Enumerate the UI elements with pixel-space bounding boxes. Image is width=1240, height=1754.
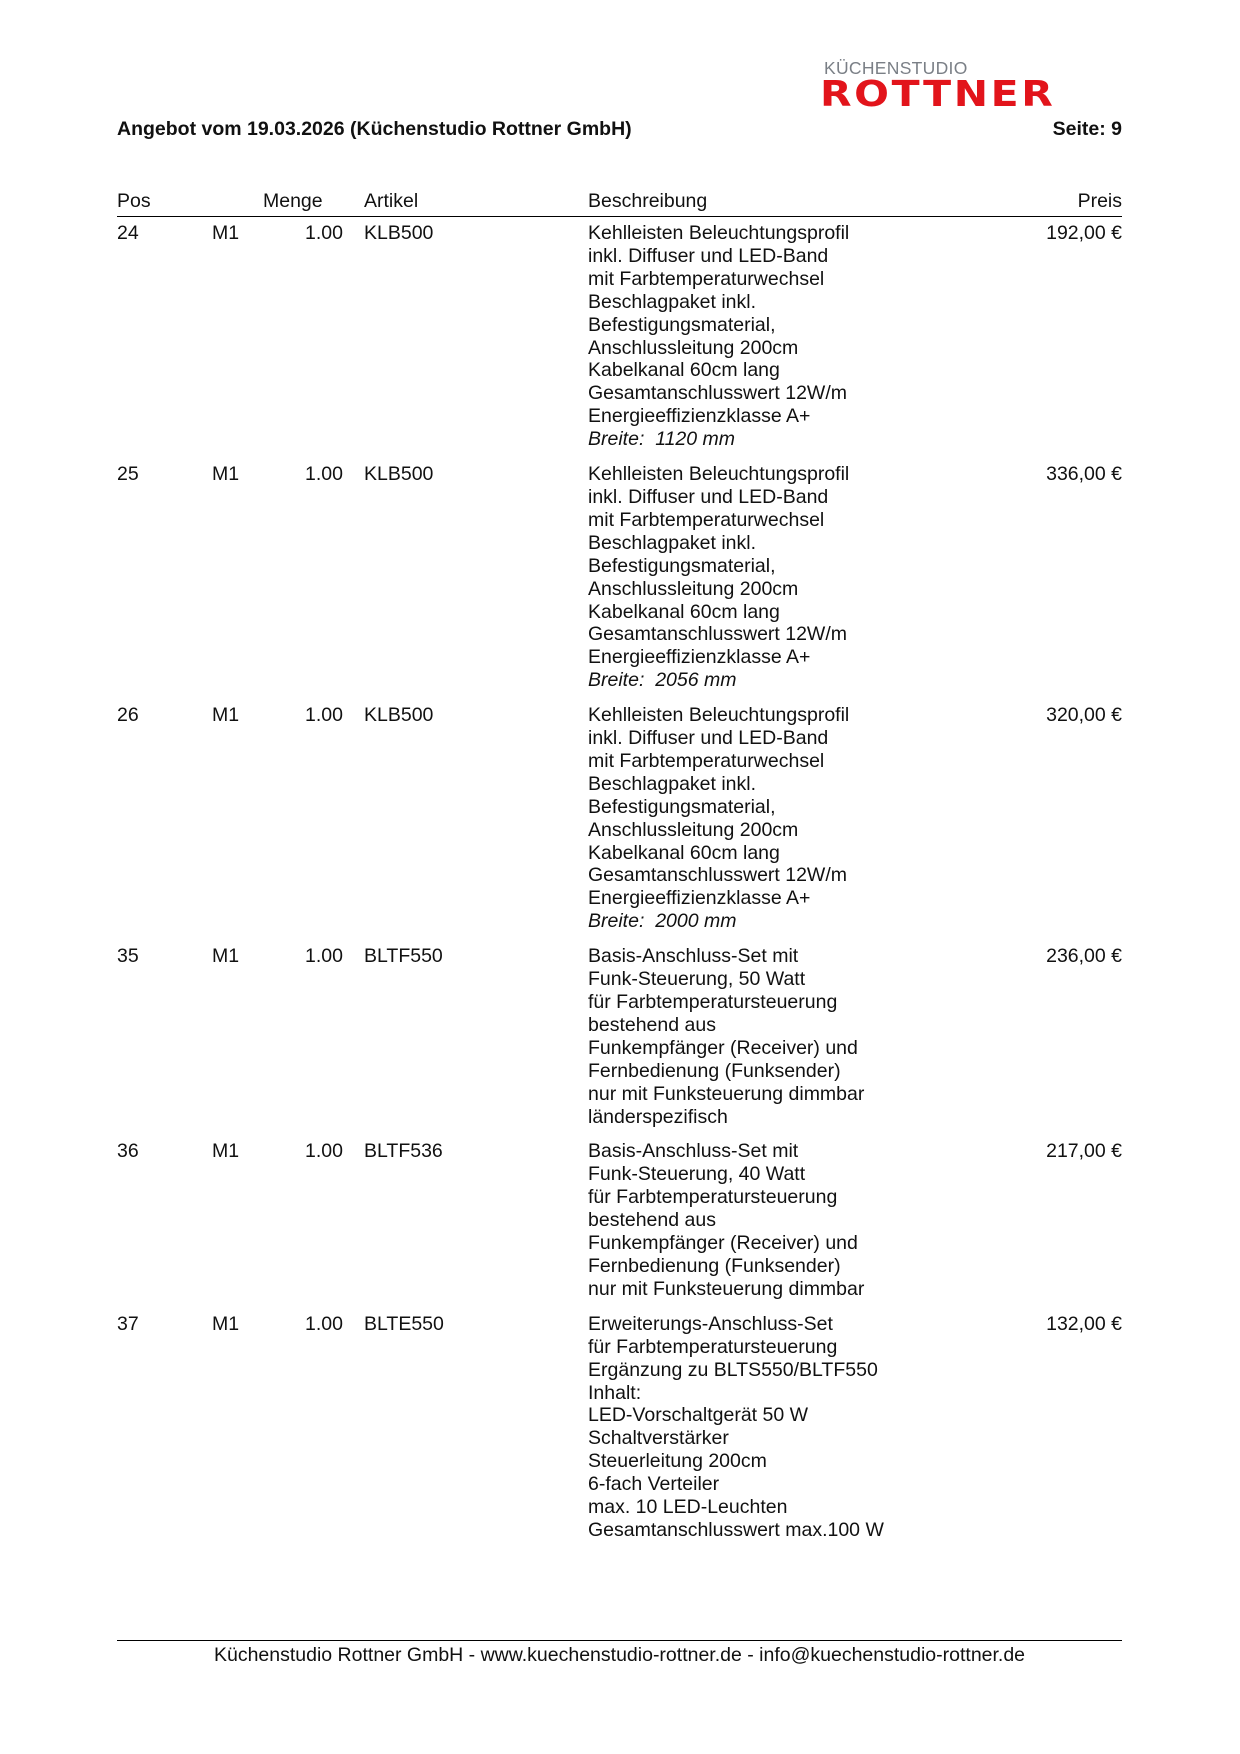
description-line: Funkempfänger (Receiver) und [588,1036,858,1059]
description-line: Basis-Anschluss-Set mit [588,1140,799,1163]
description-line: mit Farbtemperaturwechsel [588,749,825,772]
description-line: max. 10 LED-Leuchten [588,1496,788,1519]
row-description [588,222,1122,451]
description-line: Gesamtanschlusswert 12W/m [588,623,847,646]
description-line: nur mit Funksteuerung dimmbar [588,1277,865,1300]
row-quantity: 1.00 [305,945,343,968]
row-unit: M1 [212,222,240,244]
page-number: Seite: 9 [1052,118,1122,140]
description-line: Erweiterungs-Anschluss-Set [588,1312,833,1335]
description-line: LED-Vorschaltgerät 50 W [588,1404,809,1427]
description-line: bestehend aus [588,1013,716,1036]
description-line: inkl. Diffuser und LED-Band [588,485,829,508]
row-unit: M1 [212,945,240,968]
description-line: Befestigungsmaterial, [588,554,776,577]
description-line: Befestigungsmaterial, [588,313,776,336]
table-row [117,945,1122,1140]
row-pos: 24 [117,222,139,244]
column-preis: Preis [1077,190,1122,212]
footer-text: Küchenstudio Rottner GmbH - www.kuechenstudio-rottner.de - info@kuechenstudio-rottner.de [213,1644,1026,1666]
column-pos: Pos [117,190,151,212]
logo-wordmark: ROTTNER [820,73,1056,115]
row-description [588,1140,1122,1300]
row-article: BLTF536 [364,1140,443,1163]
column-artikel: Artikel [364,190,419,212]
row-pos: 35 [117,945,139,968]
row-unit: M1 [212,463,240,486]
description-line: Fernbedienung (Funksender) [588,1254,841,1277]
table-body [117,222,1122,1554]
description-line: Kabelkanal 60cm lang [588,600,780,623]
row-article: BLTE550 [364,1312,444,1335]
row-article: BLTF550 [364,945,443,968]
description-line: Energieeffizienzklasse A+ [588,887,811,910]
description-line: 6-fach Verteiler [588,1473,720,1496]
row-quantity: 1.00 [305,1140,343,1163]
row-price: 217,00 € [1046,1140,1122,1163]
description-line: Beschlagpaket inkl. [588,772,757,795]
row-pos: 25 [117,463,139,486]
description-line: Kehlleisten Beleuchtungsprofil [588,704,850,727]
row-description [588,463,1122,692]
description-width: Breite: 2056 mm [588,669,737,692]
description-line: für Farbtemperatursteuerung [588,991,838,1013]
description-line: Energieeffizienzklasse A+ [588,405,811,428]
description-line: mit Farbtemperaturwechsel [588,267,825,290]
row-quantity: 1.00 [305,704,343,727]
row-description [588,1313,1122,1542]
table-row [117,704,1122,945]
row-price: 336,00 € [1046,463,1122,486]
description-line: Funk-Steuerung, 40 Watt [588,1163,806,1186]
description-line: länderspezifisch [588,1105,728,1128]
row-article: KLB500 [364,463,434,486]
description-line: Beschlagpaket inkl. [588,290,757,313]
description-line: Basis-Anschluss-Set mit [588,945,799,968]
table-row [117,1313,1122,1554]
description-line: Funk-Steuerung, 50 Watt [588,968,806,991]
description-line: Kabelkanal 60cm lang [588,359,780,382]
description-line: Kehlleisten Beleuchtungsprofil [588,463,850,486]
description-line: Befestigungsmaterial, [588,795,776,818]
description-line: Inhalt: [588,1381,642,1404]
row-unit: M1 [212,1312,240,1335]
description-line: Anschlussleitung 200cm [588,818,799,841]
description-line: Energieeffizienzklasse A+ [588,646,811,669]
table-row [117,463,1122,704]
description-line: Steuerleitung 200cm [588,1450,767,1473]
footer-divider [117,1640,1122,1641]
description-line: Beschlagpaket inkl. [588,531,757,554]
description-line: nur mit Funksteuerung dimmbar [588,1082,865,1105]
row-pos: 36 [117,1140,139,1163]
document-title: Angebot vom 19.03.2026 (Küchenstudio Rottner GmbH) [117,118,632,140]
logo-subtitle: KÜCHENSTUDIO [824,58,968,78]
row-article: KLB500 [364,704,434,727]
description-line: Funkempfänger (Receiver) und [588,1232,858,1255]
table-header [117,188,1122,217]
description-line: Fernbedienung (Funksender) [588,1059,841,1082]
description-line: inkl. Diffuser und LED-Band [588,244,829,267]
row-quantity: 1.00 [305,222,343,244]
row-price: 320,00 € [1046,704,1122,727]
description-line: Ergänzung zu BLTS550/BLTF550 [588,1358,878,1381]
row-pos: 37 [117,1312,139,1335]
row-description [588,945,1122,1128]
description-line: für Farbtemperatursteuerung [588,1186,838,1209]
row-price: 132,00 € [1046,1312,1122,1335]
table-row [117,222,1122,463]
row-pos: 26 [117,704,139,727]
column-beschreibung: Beschreibung [588,190,708,212]
description-width: Breite: 1120 mm [588,428,736,451]
description-line: bestehend aus [588,1209,716,1232]
description-line: mit Farbtemperaturwechsel [588,508,825,531]
description-line: Anschlussleitung 200cm [588,336,799,359]
row-price: 236,00 € [1046,945,1122,968]
description-width: Breite: 2000 mm [588,910,737,933]
description-line: Gesamtanschlusswert max.100 W [588,1518,884,1541]
row-description [588,704,1122,933]
description-line: Gesamtanschlusswert 12W/m [588,864,847,887]
row-article: KLB500 [364,222,434,244]
row-unit: M1 [212,704,240,727]
description-line: Anschlussleitung 200cm [588,577,799,600]
description-line: für Farbtemperatursteuerung [588,1335,838,1358]
table-row [117,1140,1122,1312]
description-line: Schaltverstärker [588,1427,729,1450]
row-quantity: 1.00 [305,463,343,486]
column-menge: Menge [263,190,323,212]
row-quantity: 1.00 [305,1312,343,1335]
description-line: inkl. Diffuser und LED-Band [588,727,829,750]
row-unit: M1 [212,1140,240,1163]
row-price: 192,00 € [1046,222,1122,244]
description-line: Gesamtanschlusswert 12W/m [588,382,847,405]
description-line: Kehlleisten Beleuchtungsprofil [588,222,850,244]
description-line: Kabelkanal 60cm lang [588,841,780,864]
